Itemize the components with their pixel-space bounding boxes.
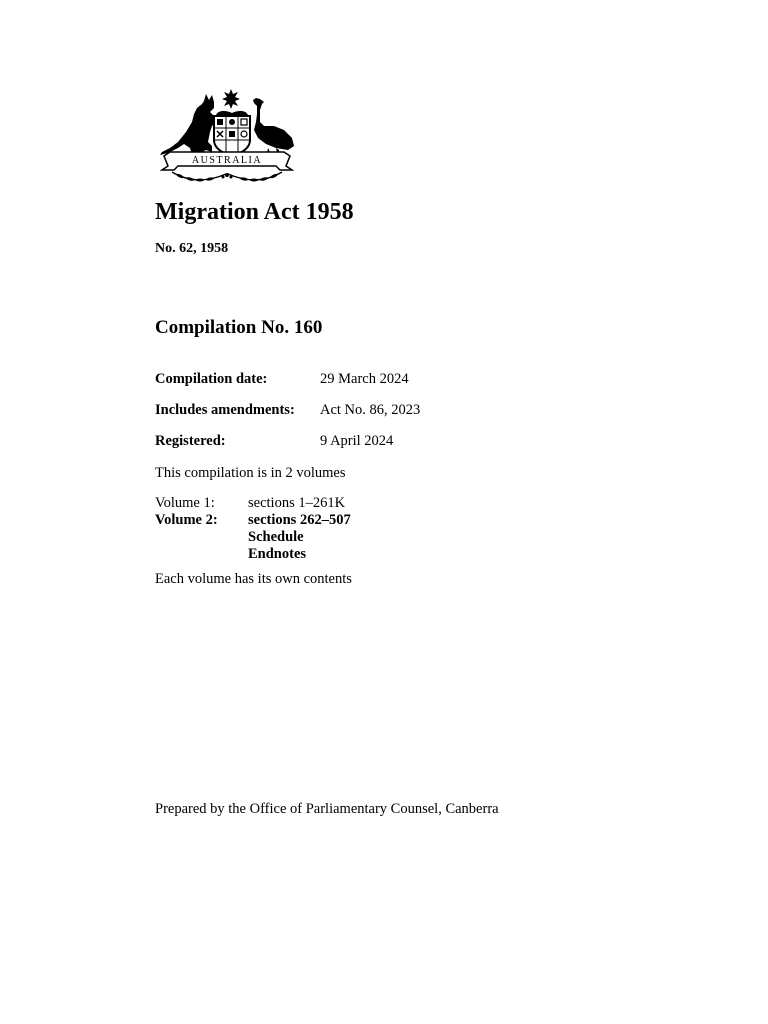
registered-row <box>155 432 393 450</box>
volume-1-label: Volume 1: <box>155 495 215 511</box>
prepared-by: Prepared by the Office of Parliamentary Counsel, Canberra <box>155 801 499 817</box>
volumes-note: This compilation is in 2 volumes <box>155 465 346 481</box>
registered-value: 9 April 2024 <box>320 433 394 449</box>
act-number: No. 62, 1958 <box>155 241 229 256</box>
amendments-label: Includes amendments: <box>155 402 295 418</box>
compilation-title: Compilation No. 160 <box>155 317 323 338</box>
volume-2-endnotes: Endnotes <box>248 546 307 562</box>
coat-of-arms-icon <box>156 86 298 184</box>
compilation-date-label: Compilation date: <box>155 371 268 387</box>
volume-2-schedule: Schedule <box>248 529 304 545</box>
amendments-value: Act No. 86, 2023 <box>320 402 421 418</box>
volume-1-row <box>155 495 345 512</box>
volume-2-label: Volume 2: <box>155 512 218 528</box>
registered-label: Registered: <box>155 433 226 449</box>
contents-note: Each volume has its own contents <box>155 571 352 587</box>
amendments-row <box>155 401 420 419</box>
volume-2-row <box>155 512 351 529</box>
volume-1-sections: sections 1–261K <box>248 495 346 511</box>
act-title: Migration Act 1958 <box>155 199 354 225</box>
volume-2-schedule-row <box>155 529 304 546</box>
emblem-text: AUSTRALIA <box>191 155 263 166</box>
compilation-date-value: 29 March 2024 <box>320 371 409 387</box>
volume-2-sections: sections 262–507 <box>248 512 351 528</box>
volume-2-endnotes-row <box>155 546 306 563</box>
compilation-date-row <box>155 370 409 388</box>
